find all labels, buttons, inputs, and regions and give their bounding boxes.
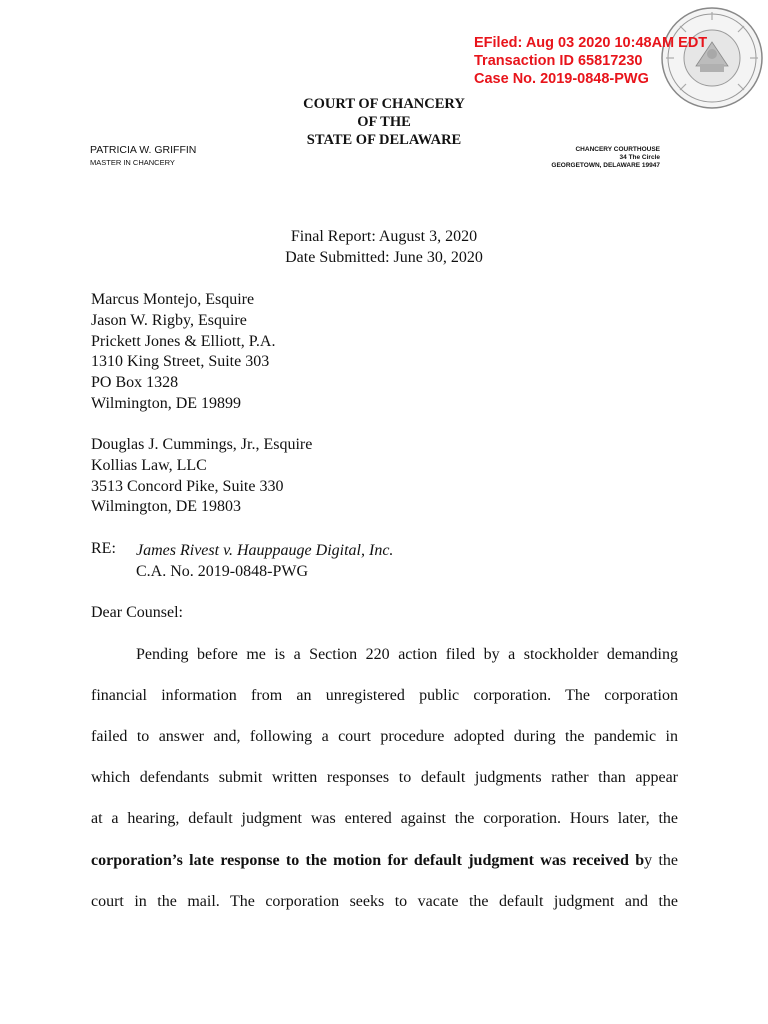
address-line: Prickett Jones & Elliott, P.A. — [91, 332, 276, 350]
body-line-rest: y the — [644, 852, 679, 869]
address-line: Wilmington, DE 19803 — [91, 498, 242, 516]
court-heading-line2: OF THE — [357, 114, 411, 130]
recipient-block-2 — [91, 435, 312, 518]
efiled-timestamp: EFiled: Aug 03 2020 10:48AM EDT — [474, 35, 708, 51]
courthouse-name: CHANCERY COURTHOUSE — [575, 146, 660, 153]
date-submitted: Date Submitted: June 30, 2020 — [285, 249, 483, 266]
courthouse-city: GEORGETOWN, DELAWARE 19947 — [551, 162, 660, 169]
master-name: PATRICIA W. GRIFFIN — [90, 144, 197, 156]
body-line — [91, 851, 678, 871]
court-heading-line1: COURT OF CHANCERY — [303, 96, 465, 112]
case-title: James Rivest v. Hauppauge Digital, Inc. — [136, 542, 394, 559]
address-line: 3513 Concord Pike, Suite 330 — [91, 477, 284, 495]
courthouse-address — [520, 146, 660, 170]
court-heading-line3: STATE OF DELAWARE — [306, 132, 462, 148]
body-line: court in the mail. The corporation seeks to vacate the default judgment and the — [91, 893, 678, 910]
master-title: MASTER IN CHANCERY — [90, 158, 175, 167]
address-line: Kollias Law, LLC — [91, 456, 207, 474]
efiling-stamp — [474, 34, 764, 88]
stamp-case-number: Case No. 2019-0848-PWG — [474, 71, 649, 87]
body-line: which defendants submit written responses to default judgments rather than appear — [91, 769, 678, 786]
address-line: Marcus Montejo, Esquire — [91, 291, 255, 308]
body-line: financial information from an unregistered public corporation. The corporation — [91, 687, 678, 704]
final-report-date: Final Report: August 3, 2020 — [290, 228, 478, 245]
courthouse-street: 34 The Circle — [619, 154, 660, 161]
recipient-block-1 — [91, 290, 275, 415]
transaction-id: Transaction ID 65817230 — [474, 53, 643, 69]
body-line: Pending before me is a Section 220 action filed by a stockholder demanding — [136, 646, 678, 663]
body-line-bold: corporation’s late response to the motion for default judgment was received b — [91, 852, 645, 869]
re-case — [136, 540, 393, 582]
re-label: RE: — [91, 540, 116, 557]
address-line: PO Box 1328 — [91, 374, 179, 392]
case-number: C.A. No. 2019-0848-PWG — [136, 563, 308, 580]
body-line: at a hearing, default judgment was entered against the corporation. Hours later, the — [91, 810, 678, 827]
address-line: Wilmington, DE 19899 — [91, 394, 242, 412]
address-line: 1310 King Street, Suite 303 — [91, 353, 270, 371]
body-line: failed to answer and, following a court procedure adopted during the pandemic in — [91, 728, 678, 745]
salutation: Dear Counsel: — [91, 604, 183, 621]
address-line: Jason W. Rigby, Esquire — [91, 311, 247, 329]
address-line: Douglas J. Cummings, Jr., Esquire — [91, 436, 313, 453]
